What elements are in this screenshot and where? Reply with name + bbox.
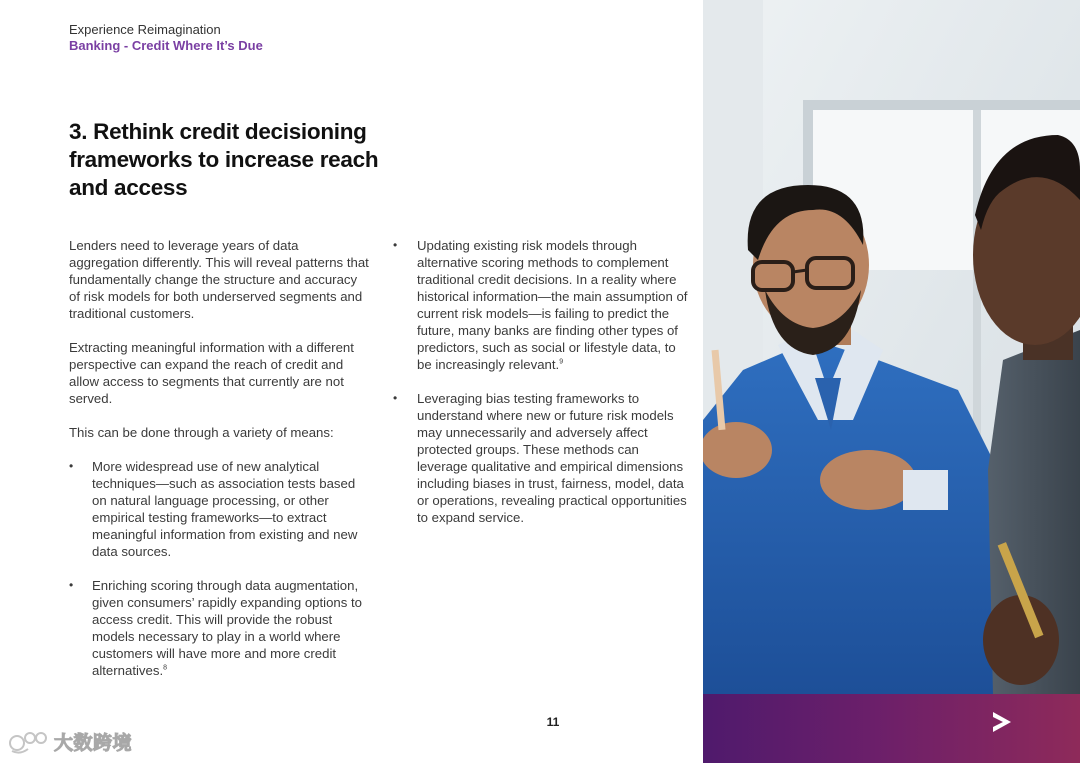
bullet-marker: • (393, 391, 398, 405)
hero-photo (703, 0, 1080, 694)
watermark-logo-icon (8, 729, 50, 755)
bullet-marker: • (69, 578, 74, 592)
list-item (69, 577, 369, 679)
section-heading: 3. Rethink credit decisioning frameworks to increase reach and access (69, 119, 379, 200)
watermark-text: 大数跨境 (54, 733, 133, 754)
people-discussion-image (703, 0, 1080, 694)
report-series-title: Experience Reimagination (69, 22, 221, 37)
page-number: 11 (546, 715, 560, 729)
list-item-text: Leveraging bias testing frameworks to understand where new or future risk models may unnecessarily and adversely affect protected groups. These methods can leverage qualitative and empirical dimensions including biases in trust, fairness, model, data or operations, revealing practical opportunities to expand service. (417, 391, 687, 525)
report-chapter-title: Banking - Credit Where It’s Due (69, 38, 263, 53)
list-item (393, 237, 693, 373)
list-item (393, 390, 693, 526)
next-arrow-icon[interactable] (990, 710, 1014, 734)
bullet-marker: • (69, 459, 74, 473)
watermark (8, 728, 132, 755)
bullet-list (393, 237, 693, 526)
list-item-text: Enriching scoring through data augmentation, given consumers’ rapidly expanding options to access credit. This will provide the robust models necessary to play in a world where customers will have more and more credit alternatives. (92, 578, 363, 678)
list-item (69, 458, 369, 560)
list-item-text: Updating existing risk models through alternative scoring methods to complement traditional credit decisions. In a reality where historical information—the main assumption of current risk models—is failing to predict the future, many banks are finding other types of predictors, such as social or lifestyle data, to be increasingly relevant. (417, 238, 688, 372)
body-column-left (69, 237, 369, 696)
next-page-banner (703, 694, 1080, 763)
footnote-ref[interactable]: 9 (559, 358, 564, 366)
paragraph: Lenders need to leverage years of data aggregation differently. This will reveal patterns that fundamentally change the structure and accuracy of risk models for both underserved segments and traditional customers. (69, 238, 369, 321)
paragraph: Extracting meaningful information with a different perspective can expand the reach of credit and allow access to segments that currently are not served. (69, 340, 354, 406)
paragraph: This can be done through a variety of means: (69, 425, 334, 440)
bullet-marker: • (393, 238, 398, 252)
footnote-ref[interactable]: 8 (163, 664, 168, 672)
bullet-list (69, 458, 369, 679)
list-item-text: More widespread use of new analytical techniques—such as association tests based on natural language processing, or other empirical testing frameworks—to extract meaningful information from existing and new data sources. (92, 459, 358, 559)
body-column-right (393, 237, 693, 543)
